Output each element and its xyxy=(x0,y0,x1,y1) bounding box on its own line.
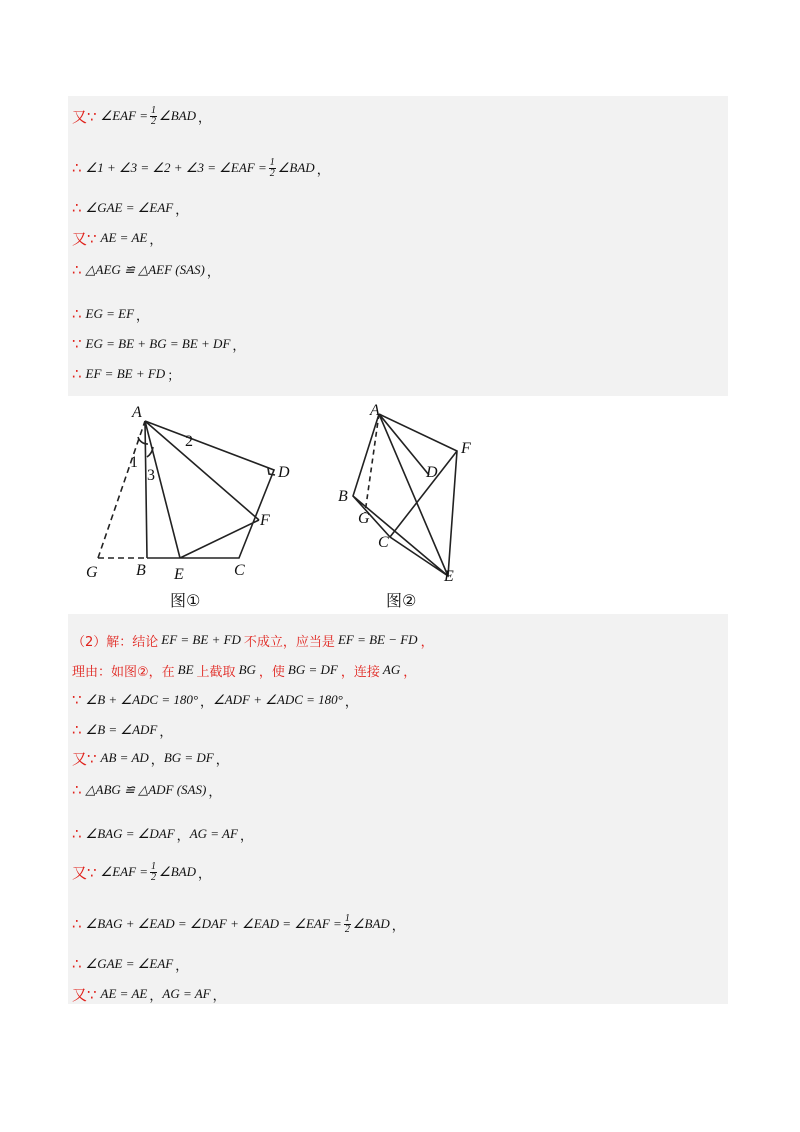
proof-line-5: ∴ △AEG ≌ △AEF (SAS) ， xyxy=(72,261,220,279)
fraction: $\frac{1}{2}$ xyxy=(151,104,157,127)
therefore-symbol: ∴ xyxy=(72,365,82,383)
angle-arc-1 xyxy=(138,437,148,444)
label-F1: F xyxy=(260,512,270,529)
proof-line-2: ∴ ∠1 + ∠3 = ∠2 + ∠3 = ∠EAF = $\frac{1}{2}$ ∠BAD ， xyxy=(72,156,330,179)
conclusion-text: （2）解：结论 xyxy=(72,634,159,650)
caption-figure-1: 图① xyxy=(170,591,201,610)
therefore-symbol: ∴ xyxy=(72,915,82,933)
part2-line-6: ∴ △ABG ≌ △ADF (SAS) ， xyxy=(72,781,222,799)
therefore-symbol: ∴ xyxy=(72,781,82,799)
part2-line-9: ∴ ∠BAG + ∠EAD = ∠DAF + ∠EAD = ∠EAF = $\frac{1}{2}$ ∠BAD ， xyxy=(72,912,405,935)
expression: EF = BE + FD xyxy=(85,366,166,381)
expression: EG = EF xyxy=(85,306,135,321)
label-E1: E xyxy=(174,566,184,583)
expression: EG = BE + BG = BE + DF xyxy=(85,336,231,351)
proof-line-6: ∴ EG = EF ， xyxy=(72,305,150,323)
label-angle-3: 3 xyxy=(147,467,155,484)
label-angle-2: 2 xyxy=(185,433,193,450)
label-angle-1: 1 xyxy=(130,454,138,471)
geometry-figure-svg xyxy=(72,397,486,614)
angle-arc-3 xyxy=(147,447,153,457)
label-G2: G xyxy=(358,510,370,527)
proof-line-8: ∴ EF = BE + FD ； xyxy=(72,365,181,383)
label-A2: A xyxy=(370,402,380,419)
therefore-symbol: ∴ xyxy=(72,261,82,279)
therefore-symbol: ∴ xyxy=(72,159,82,177)
expression: ∠1 + ∠3 = ∠2 + ∠3 = ∠EAF = xyxy=(85,160,267,175)
caption-figure-2: 图② xyxy=(386,591,417,610)
part2-line-2: 理由：如图②，在 BE 上截取 BG ，使 BG = DF ，连接 AG ， xyxy=(72,662,417,680)
because-symbol: ∵ xyxy=(72,335,82,353)
because-symbol: 又∵ xyxy=(72,985,97,1004)
part2-line-8: 又∵ ∠EAF = $\frac{1}{2}$ ∠BAD ， xyxy=(72,860,211,883)
because-symbol: ∵ xyxy=(72,691,82,709)
fraction: $\frac{1}{2}$ xyxy=(151,860,157,883)
therefore-symbol: ∴ xyxy=(72,199,82,217)
therefore-symbol: ∴ xyxy=(72,955,82,973)
expression: △AEG ≌ △AEF (SAS) xyxy=(85,262,205,277)
part2-line-5: 又∵ AB = AD ， BG = DF ， xyxy=(72,749,229,768)
part2-line-11: 又∵ AE = AE ， AG = AF ， xyxy=(72,985,226,1004)
label-C1: C xyxy=(234,562,245,579)
proof-line-4: 又∵ AE = AE ， xyxy=(72,229,163,248)
therefore-symbol: ∴ xyxy=(72,825,82,843)
therefore-symbol: ∴ xyxy=(72,305,82,323)
because-symbol: 又∵ xyxy=(72,229,97,248)
part2-line-7: ∴ ∠BAG = ∠DAF ， AG = AF ， xyxy=(72,825,253,843)
expression: AE = AE xyxy=(100,230,148,245)
proof-line-1: 又∵ ∠EAF = $\frac{1}{2}$ ∠BAD ， xyxy=(72,104,211,127)
figure1-dashed-lines xyxy=(98,421,147,558)
conclusion-text: 不成立，应当是 xyxy=(243,634,335,650)
proof-line-7: ∵ EG = BE + BG = BE + DF ， xyxy=(72,335,246,353)
part2-line-1: （2）解：结论 EF = BE + FD 不成立，应当是 EF = BE − FD ， xyxy=(72,632,434,650)
because-symbol: 又∵ xyxy=(72,749,97,768)
label-G1: G xyxy=(86,564,98,581)
expression: EF = BE − FD xyxy=(337,632,418,647)
label-D1: D xyxy=(278,464,290,481)
expression: ∠BAD xyxy=(159,108,196,123)
label-B1: B xyxy=(136,562,146,579)
because-symbol: 又∵ xyxy=(72,863,97,882)
label-C2: C xyxy=(378,534,389,551)
label-E2: E xyxy=(444,568,454,585)
fraction: $\frac{1}{2}$ xyxy=(344,912,350,935)
geometry-figures xyxy=(72,397,486,614)
expression: ∠BAD xyxy=(277,160,315,175)
because-symbol: 又∵ xyxy=(72,107,97,126)
part2-line-4: ∴ ∠B = ∠ADF ， xyxy=(72,721,173,739)
label-F2: F xyxy=(461,440,471,457)
part2-line-10: ∴ ∠GAE = ∠EAF ， xyxy=(72,955,189,973)
part2-line-3: ∵ ∠B + ∠ADC = 180° ， ∠ADF + ∠ADC = 180° ， xyxy=(72,691,358,709)
expression: ∠GAE = ∠EAF xyxy=(85,200,174,215)
label-B2: B xyxy=(338,488,348,505)
label-A1: A xyxy=(132,404,142,421)
proof-line-3: ∴ ∠GAE = ∠EAF ， xyxy=(72,199,189,217)
fraction: $\frac{1}{2}$ xyxy=(269,156,275,179)
figure1-lines xyxy=(145,421,274,558)
label-D2: D xyxy=(426,464,438,481)
expression: ∠EAF = xyxy=(100,108,149,123)
expression: EF = BE + FD xyxy=(161,632,241,647)
figure2-lines xyxy=(353,414,457,576)
figure2-dashed-line xyxy=(365,414,379,513)
therefore-symbol: ∴ xyxy=(72,721,82,739)
